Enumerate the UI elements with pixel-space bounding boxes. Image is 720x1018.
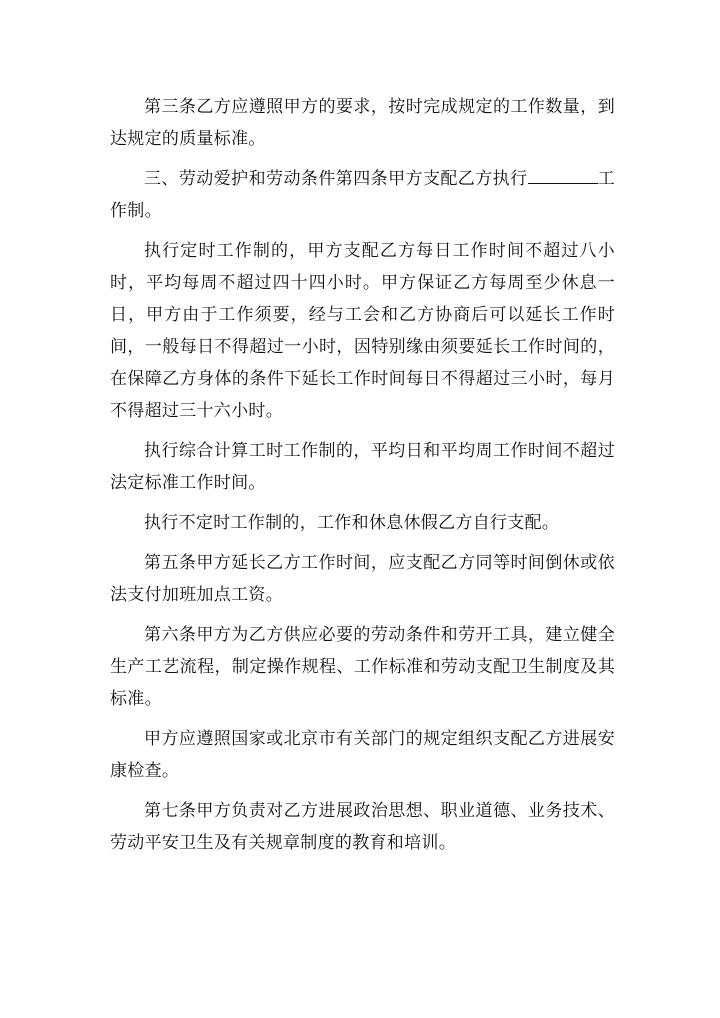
paragraph-article-7: 第七条甲方负责对乙方进展政治思想、职业道德、业务技术、劳动平安卫生及有关规章制度的教育和培训。 [110,801,615,853]
paragraph-article-4-suffix: 工作制。 [110,169,615,221]
fill-in-blank [528,165,598,184]
paragraph-health-check: 甲方应遵照国家或北京市有关部门的规定组织支配乙方进展安康检查。 [110,729,615,781]
paragraph-fixed-hours: 执行定时工作制的，甲方支配乙方每日工作时间不超过八小时，平均每周不超过四十四小时。甲方保证乙方每周至少休息一日，甲方由于工作须要，经与工会和乙方协商后可以延长工作时间，一般每日不得超过一小时，因特别缘由须要延长工作时间的，在保障乙方身体的条件下延长工作时间每日不得超过三小时，每月不得超过三十六小时。 [110,241,615,421]
paragraph-article-6: 第六条甲方为乙方供应必要的劳动条件和劳开工具，建立健全生产工艺流程，制定操作规程、工作标准和劳动支配卫生制度及其标准。 [110,625,615,709]
paragraph-section-3-article-4 [110,163,615,227]
document-body [110,91,615,867]
paragraph-comprehensive-hours: 执行综合计算工时工作制的，平均日和平均周工作时间不超过法定标准工作时间。 [110,441,615,493]
paragraph-article-4-text: 三、劳动爱护和劳动条件第四条甲方支配乙方执行 [144,169,528,189]
paragraph-article-3: 第三条乙方应遵照甲方的要求，按时完成规定的工作数量，到达规定的质量标准。 [110,97,615,149]
paragraph-article-5: 第五条甲方延长乙方工作时间，应支配乙方同等时间倒休或依法支付加班加点工资。 [110,553,615,605]
paragraph-flexible-hours: 执行不定时工作制的，工作和休息休假乙方自行支配。 [144,513,560,533]
